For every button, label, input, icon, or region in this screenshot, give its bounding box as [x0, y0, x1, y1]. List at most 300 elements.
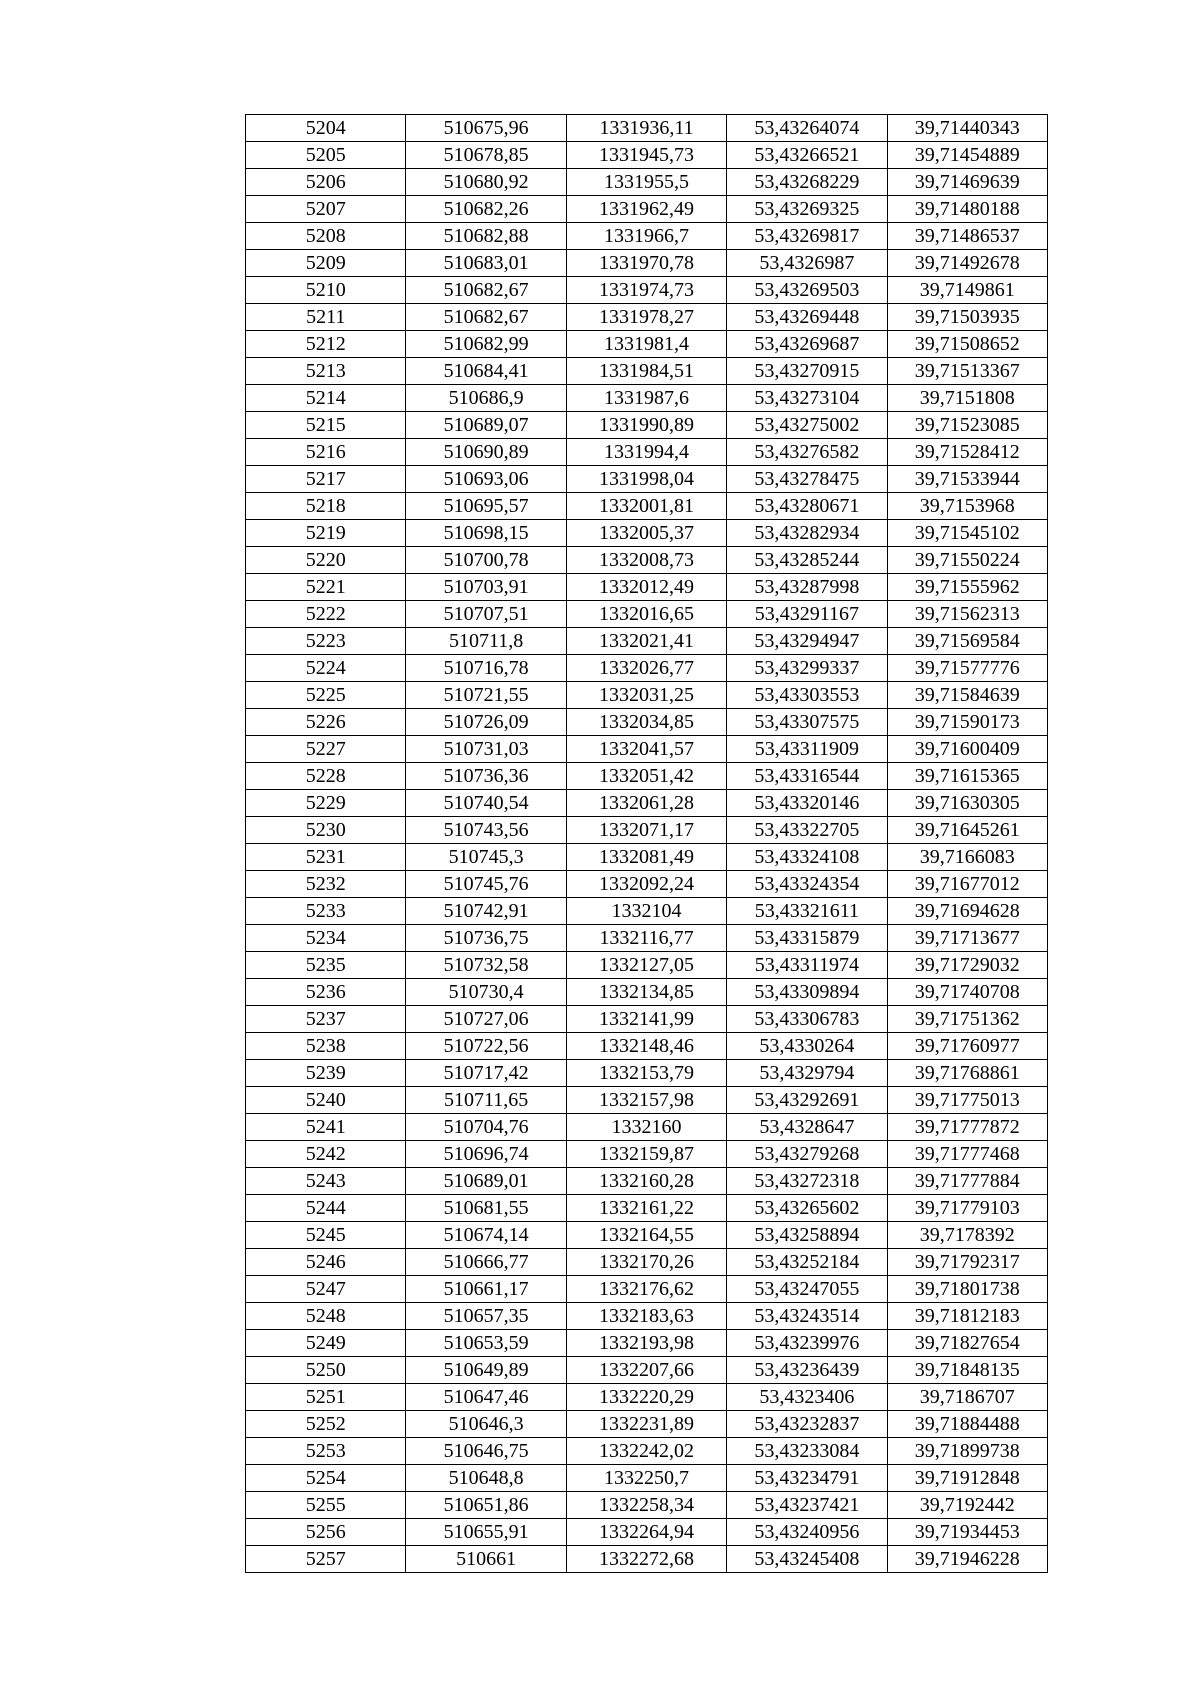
- point-number-cell: 5220: [246, 547, 406, 574]
- point-number-cell: 5240: [246, 1087, 406, 1114]
- latitude-cell: 53,43306783: [727, 1006, 887, 1033]
- y-coordinate-cell: 1332250,7: [566, 1465, 726, 1492]
- table-row: [246, 952, 1048, 979]
- y-coordinate-cell: 1332116,77: [566, 925, 726, 952]
- y-coordinate-cell: 1331990,89: [566, 412, 726, 439]
- latitude-cell: 53,43272318: [727, 1168, 887, 1195]
- table-row: [246, 520, 1048, 547]
- latitude-cell: 53,43269503: [727, 277, 887, 304]
- longitude-cell: 39,71777872: [887, 1114, 1047, 1141]
- x-coordinate-cell: 510675,96: [406, 115, 566, 142]
- latitude-cell: 53,43239976: [727, 1330, 887, 1357]
- latitude-cell: 53,43265602: [727, 1195, 887, 1222]
- table-row: [246, 601, 1048, 628]
- point-number-cell: 5235: [246, 952, 406, 979]
- x-coordinate-cell: 510666,77: [406, 1249, 566, 1276]
- table-row: [246, 790, 1048, 817]
- point-number-cell: 5256: [246, 1519, 406, 1546]
- y-coordinate-cell: 1332092,24: [566, 871, 726, 898]
- point-number-cell: 5251: [246, 1384, 406, 1411]
- x-coordinate-cell: 510717,42: [406, 1060, 566, 1087]
- point-number-cell: 5207: [246, 196, 406, 223]
- x-coordinate-cell: 510711,8: [406, 628, 566, 655]
- x-coordinate-cell: 510731,03: [406, 736, 566, 763]
- x-coordinate-cell: 510648,8: [406, 1465, 566, 1492]
- latitude-cell: 53,43294947: [727, 628, 887, 655]
- table-row: [246, 1114, 1048, 1141]
- y-coordinate-cell: 1332153,79: [566, 1060, 726, 1087]
- y-coordinate-cell: 1332231,89: [566, 1411, 726, 1438]
- longitude-cell: 39,71777468: [887, 1141, 1047, 1168]
- y-coordinate-cell: 1331955,5: [566, 169, 726, 196]
- longitude-cell: 39,71562313: [887, 601, 1047, 628]
- x-coordinate-cell: 510689,07: [406, 412, 566, 439]
- point-number-cell: 5226: [246, 709, 406, 736]
- latitude-cell: 53,43269817: [727, 223, 887, 250]
- y-coordinate-cell: 1332220,29: [566, 1384, 726, 1411]
- y-coordinate-cell: 1331966,7: [566, 223, 726, 250]
- latitude-cell: 53,43279268: [727, 1141, 887, 1168]
- latitude-cell: 53,4329794: [727, 1060, 887, 1087]
- latitude-cell: 53,43245408: [727, 1546, 887, 1573]
- longitude-cell: 39,7186707: [887, 1384, 1047, 1411]
- y-coordinate-cell: 1332127,05: [566, 952, 726, 979]
- y-coordinate-cell: 1331945,73: [566, 142, 726, 169]
- x-coordinate-cell: 510740,54: [406, 790, 566, 817]
- x-coordinate-cell: 510721,55: [406, 682, 566, 709]
- y-coordinate-cell: 1332021,41: [566, 628, 726, 655]
- longitude-cell: 39,71792317: [887, 1249, 1047, 1276]
- y-coordinate-cell: 1332207,66: [566, 1357, 726, 1384]
- longitude-cell: 39,71584639: [887, 682, 1047, 709]
- y-coordinate-cell: 1332159,87: [566, 1141, 726, 1168]
- longitude-cell: 39,7151808: [887, 385, 1047, 412]
- longitude-cell: 39,7166083: [887, 844, 1047, 871]
- latitude-cell: 53,43324354: [727, 871, 887, 898]
- point-number-cell: 5219: [246, 520, 406, 547]
- point-number-cell: 5238: [246, 1033, 406, 1060]
- y-coordinate-cell: 1332264,94: [566, 1519, 726, 1546]
- latitude-cell: 53,43252184: [727, 1249, 887, 1276]
- table-row: [246, 466, 1048, 493]
- point-number-cell: 5243: [246, 1168, 406, 1195]
- y-coordinate-cell: 1332148,46: [566, 1033, 726, 1060]
- point-number-cell: 5249: [246, 1330, 406, 1357]
- point-number-cell: 5237: [246, 1006, 406, 1033]
- x-coordinate-cell: 510682,26: [406, 196, 566, 223]
- y-coordinate-cell: 1331987,6: [566, 385, 726, 412]
- longitude-cell: 39,71713677: [887, 925, 1047, 952]
- latitude-cell: 53,43309894: [727, 979, 887, 1006]
- x-coordinate-cell: 510722,56: [406, 1033, 566, 1060]
- y-coordinate-cell: 1332081,49: [566, 844, 726, 871]
- table-row: [246, 898, 1048, 925]
- y-coordinate-cell: 1332012,49: [566, 574, 726, 601]
- longitude-cell: 39,71513367: [887, 358, 1047, 385]
- latitude-cell: 53,43303553: [727, 682, 887, 709]
- longitude-cell: 39,71454889: [887, 142, 1047, 169]
- latitude-cell: 53,43247055: [727, 1276, 887, 1303]
- latitude-cell: 53,43270915: [727, 358, 887, 385]
- point-number-cell: 5241: [246, 1114, 406, 1141]
- latitude-cell: 53,43240956: [727, 1519, 887, 1546]
- y-coordinate-cell: 1332183,63: [566, 1303, 726, 1330]
- latitude-cell: 53,43236439: [727, 1357, 887, 1384]
- y-coordinate-cell: 1332161,22: [566, 1195, 726, 1222]
- x-coordinate-cell: 510700,78: [406, 547, 566, 574]
- table-row: [246, 1411, 1048, 1438]
- table-row: [246, 439, 1048, 466]
- table-row: [246, 1303, 1048, 1330]
- longitude-cell: 39,71555962: [887, 574, 1047, 601]
- longitude-cell: 39,71677012: [887, 871, 1047, 898]
- latitude-cell: 53,43275002: [727, 412, 887, 439]
- latitude-cell: 53,43320146: [727, 790, 887, 817]
- point-number-cell: 5208: [246, 223, 406, 250]
- x-coordinate-cell: 510742,91: [406, 898, 566, 925]
- x-coordinate-cell: 510698,15: [406, 520, 566, 547]
- x-coordinate-cell: 510661: [406, 1546, 566, 1573]
- table-row: [246, 1519, 1048, 1546]
- latitude-cell: 53,43307575: [727, 709, 887, 736]
- point-number-cell: 5228: [246, 763, 406, 790]
- x-coordinate-cell: 510683,01: [406, 250, 566, 277]
- y-coordinate-cell: 1332001,81: [566, 493, 726, 520]
- point-number-cell: 5230: [246, 817, 406, 844]
- table-row: [246, 493, 1048, 520]
- longitude-cell: 39,71492678: [887, 250, 1047, 277]
- point-number-cell: 5223: [246, 628, 406, 655]
- point-number-cell: 5255: [246, 1492, 406, 1519]
- point-number-cell: 5227: [246, 736, 406, 763]
- longitude-cell: 39,71469639: [887, 169, 1047, 196]
- latitude-cell: 53,43243514: [727, 1303, 887, 1330]
- point-number-cell: 5205: [246, 142, 406, 169]
- table-row: [246, 1357, 1048, 1384]
- longitude-cell: 39,71615365: [887, 763, 1047, 790]
- x-coordinate-cell: 510647,46: [406, 1384, 566, 1411]
- table-row: [246, 547, 1048, 574]
- point-number-cell: 5215: [246, 412, 406, 439]
- x-coordinate-cell: 510711,65: [406, 1087, 566, 1114]
- x-coordinate-cell: 510736,75: [406, 925, 566, 952]
- coordinates-table: [245, 114, 1048, 1573]
- x-coordinate-cell: 510682,67: [406, 304, 566, 331]
- table-row: [246, 844, 1048, 871]
- point-number-cell: 5229: [246, 790, 406, 817]
- table-row: [246, 871, 1048, 898]
- longitude-cell: 39,7153968: [887, 493, 1047, 520]
- x-coordinate-cell: 510726,09: [406, 709, 566, 736]
- longitude-cell: 39,71545102: [887, 520, 1047, 547]
- table-row: [246, 1141, 1048, 1168]
- longitude-cell: 39,71577776: [887, 655, 1047, 682]
- x-coordinate-cell: 510661,17: [406, 1276, 566, 1303]
- table-row: [246, 1195, 1048, 1222]
- x-coordinate-cell: 510695,57: [406, 493, 566, 520]
- point-number-cell: 5214: [246, 385, 406, 412]
- table-row: [246, 223, 1048, 250]
- y-coordinate-cell: 1332242,02: [566, 1438, 726, 1465]
- longitude-cell: 39,71729032: [887, 952, 1047, 979]
- point-number-cell: 5233: [246, 898, 406, 925]
- y-coordinate-cell: 1331970,78: [566, 250, 726, 277]
- latitude-cell: 53,4323406: [727, 1384, 887, 1411]
- y-coordinate-cell: 1331984,51: [566, 358, 726, 385]
- x-coordinate-cell: 510682,67: [406, 277, 566, 304]
- table-row: [246, 115, 1048, 142]
- longitude-cell: 39,71751362: [887, 1006, 1047, 1033]
- y-coordinate-cell: 1332160: [566, 1114, 726, 1141]
- point-number-cell: 5218: [246, 493, 406, 520]
- latitude-cell: 53,43269448: [727, 304, 887, 331]
- longitude-cell: 39,71827654: [887, 1330, 1047, 1357]
- table-row: [246, 412, 1048, 439]
- longitude-cell: 39,7178392: [887, 1222, 1047, 1249]
- point-number-cell: 5225: [246, 682, 406, 709]
- x-coordinate-cell: 510653,59: [406, 1330, 566, 1357]
- y-coordinate-cell: 1331962,49: [566, 196, 726, 223]
- point-number-cell: 5206: [246, 169, 406, 196]
- point-number-cell: 5250: [246, 1357, 406, 1384]
- table-row: [246, 817, 1048, 844]
- latitude-cell: 53,43315879: [727, 925, 887, 952]
- latitude-cell: 53,43232837: [727, 1411, 887, 1438]
- x-coordinate-cell: 510682,99: [406, 331, 566, 358]
- point-number-cell: 5234: [246, 925, 406, 952]
- latitude-cell: 53,43266521: [727, 142, 887, 169]
- longitude-cell: 39,71523085: [887, 412, 1047, 439]
- point-number-cell: 5242: [246, 1141, 406, 1168]
- y-coordinate-cell: 1332170,26: [566, 1249, 726, 1276]
- table-row: [246, 1006, 1048, 1033]
- point-number-cell: 5224: [246, 655, 406, 682]
- table-row: [246, 1546, 1048, 1573]
- table-row: [246, 1033, 1048, 1060]
- y-coordinate-cell: 1332134,85: [566, 979, 726, 1006]
- table-row: [246, 763, 1048, 790]
- y-coordinate-cell: 1332272,68: [566, 1546, 726, 1573]
- x-coordinate-cell: 510690,89: [406, 439, 566, 466]
- y-coordinate-cell: 1332176,62: [566, 1276, 726, 1303]
- y-coordinate-cell: 1332157,98: [566, 1087, 726, 1114]
- point-number-cell: 5257: [246, 1546, 406, 1573]
- latitude-cell: 53,43292691: [727, 1087, 887, 1114]
- longitude-cell: 39,71503935: [887, 304, 1047, 331]
- point-number-cell: 5248: [246, 1303, 406, 1330]
- table-row: [246, 169, 1048, 196]
- longitude-cell: 39,71775013: [887, 1087, 1047, 1114]
- longitude-cell: 39,71777884: [887, 1168, 1047, 1195]
- longitude-cell: 39,71550224: [887, 547, 1047, 574]
- table-row: [246, 709, 1048, 736]
- x-coordinate-cell: 510689,01: [406, 1168, 566, 1195]
- y-coordinate-cell: 1332061,28: [566, 790, 726, 817]
- point-number-cell: 5209: [246, 250, 406, 277]
- y-coordinate-cell: 1331994,4: [566, 439, 726, 466]
- latitude-cell: 53,43234791: [727, 1465, 887, 1492]
- latitude-cell: 53,43258894: [727, 1222, 887, 1249]
- y-coordinate-cell: 1332051,42: [566, 763, 726, 790]
- latitude-cell: 53,43321611: [727, 898, 887, 925]
- point-number-cell: 5222: [246, 601, 406, 628]
- x-coordinate-cell: 510678,85: [406, 142, 566, 169]
- table-row: [246, 331, 1048, 358]
- x-coordinate-cell: 510736,36: [406, 763, 566, 790]
- table-row: [246, 1330, 1048, 1357]
- latitude-cell: 53,43311909: [727, 736, 887, 763]
- point-number-cell: 5252: [246, 1411, 406, 1438]
- table-row: [246, 736, 1048, 763]
- y-coordinate-cell: 1332258,34: [566, 1492, 726, 1519]
- x-coordinate-cell: 510651,86: [406, 1492, 566, 1519]
- longitude-cell: 39,71760977: [887, 1033, 1047, 1060]
- y-coordinate-cell: 1331978,27: [566, 304, 726, 331]
- table-row: [246, 1465, 1048, 1492]
- x-coordinate-cell: 510716,78: [406, 655, 566, 682]
- point-number-cell: 5213: [246, 358, 406, 385]
- latitude-cell: 53,4326987: [727, 250, 887, 277]
- longitude-cell: 39,71946228: [887, 1546, 1047, 1573]
- longitude-cell: 39,71533944: [887, 466, 1047, 493]
- table-row: [246, 1249, 1048, 1276]
- latitude-cell: 53,43316544: [727, 763, 887, 790]
- table-row: [246, 1492, 1048, 1519]
- latitude-cell: 53,43269325: [727, 196, 887, 223]
- point-number-cell: 5254: [246, 1465, 406, 1492]
- point-number-cell: 5247: [246, 1276, 406, 1303]
- longitude-cell: 39,71812183: [887, 1303, 1047, 1330]
- table-row: [246, 277, 1048, 304]
- y-coordinate-cell: 1331981,4: [566, 331, 726, 358]
- point-number-cell: 5246: [246, 1249, 406, 1276]
- latitude-cell: 53,43273104: [727, 385, 887, 412]
- table-row: [246, 196, 1048, 223]
- y-coordinate-cell: 1332008,73: [566, 547, 726, 574]
- y-coordinate-cell: 1332041,57: [566, 736, 726, 763]
- point-number-cell: 5239: [246, 1060, 406, 1087]
- longitude-cell: 39,71801738: [887, 1276, 1047, 1303]
- y-coordinate-cell: 1332141,99: [566, 1006, 726, 1033]
- table-row: [246, 628, 1048, 655]
- y-coordinate-cell: 1332016,65: [566, 601, 726, 628]
- longitude-cell: 39,71486537: [887, 223, 1047, 250]
- point-number-cell: 5216: [246, 439, 406, 466]
- table-row: [246, 1276, 1048, 1303]
- point-number-cell: 5204: [246, 115, 406, 142]
- x-coordinate-cell: 510657,35: [406, 1303, 566, 1330]
- longitude-cell: 39,71884488: [887, 1411, 1047, 1438]
- table-row: [246, 979, 1048, 1006]
- longitude-cell: 39,71848135: [887, 1357, 1047, 1384]
- y-coordinate-cell: 1331974,73: [566, 277, 726, 304]
- table-row: [246, 250, 1048, 277]
- longitude-cell: 39,71912848: [887, 1465, 1047, 1492]
- table-row: [246, 1222, 1048, 1249]
- y-coordinate-cell: 1332034,85: [566, 709, 726, 736]
- point-number-cell: 5210: [246, 277, 406, 304]
- longitude-cell: 39,71480188: [887, 196, 1047, 223]
- table-row: [246, 358, 1048, 385]
- latitude-cell: 53,43287998: [727, 574, 887, 601]
- x-coordinate-cell: 510703,91: [406, 574, 566, 601]
- y-coordinate-cell: 1332164,55: [566, 1222, 726, 1249]
- latitude-cell: 53,43268229: [727, 169, 887, 196]
- point-number-cell: 5236: [246, 979, 406, 1006]
- table-row: [246, 304, 1048, 331]
- latitude-cell: 53,43285244: [727, 547, 887, 574]
- point-number-cell: 5211: [246, 304, 406, 331]
- coordinates-table-body: [246, 115, 1048, 1573]
- longitude-cell: 39,7149861: [887, 277, 1047, 304]
- latitude-cell: 53,43311974: [727, 952, 887, 979]
- longitude-cell: 39,71528412: [887, 439, 1047, 466]
- point-number-cell: 5232: [246, 871, 406, 898]
- x-coordinate-cell: 510655,91: [406, 1519, 566, 1546]
- latitude-cell: 53,43269687: [727, 331, 887, 358]
- longitude-cell: 39,71440343: [887, 115, 1047, 142]
- point-number-cell: 5245: [246, 1222, 406, 1249]
- x-coordinate-cell: 510696,74: [406, 1141, 566, 1168]
- x-coordinate-cell: 510684,41: [406, 358, 566, 385]
- y-coordinate-cell: 1332031,25: [566, 682, 726, 709]
- longitude-cell: 39,71768861: [887, 1060, 1047, 1087]
- x-coordinate-cell: 510680,92: [406, 169, 566, 196]
- x-coordinate-cell: 510745,76: [406, 871, 566, 898]
- longitude-cell: 39,71590173: [887, 709, 1047, 736]
- latitude-cell: 53,43280671: [727, 493, 887, 520]
- table-row: [246, 1384, 1048, 1411]
- point-number-cell: 5221: [246, 574, 406, 601]
- latitude-cell: 53,4328647: [727, 1114, 887, 1141]
- x-coordinate-cell: 510646,75: [406, 1438, 566, 1465]
- point-number-cell: 5217: [246, 466, 406, 493]
- point-number-cell: 5212: [246, 331, 406, 358]
- x-coordinate-cell: 510646,3: [406, 1411, 566, 1438]
- latitude-cell: 53,43324108: [727, 844, 887, 871]
- longitude-cell: 39,71740708: [887, 979, 1047, 1006]
- latitude-cell: 53,43276582: [727, 439, 887, 466]
- table-row: [246, 142, 1048, 169]
- x-coordinate-cell: 510681,55: [406, 1195, 566, 1222]
- x-coordinate-cell: 510707,51: [406, 601, 566, 628]
- y-coordinate-cell: 1332005,37: [566, 520, 726, 547]
- y-coordinate-cell: 1331998,04: [566, 466, 726, 493]
- longitude-cell: 39,71569584: [887, 628, 1047, 655]
- x-coordinate-cell: 510743,56: [406, 817, 566, 844]
- point-number-cell: 5244: [246, 1195, 406, 1222]
- latitude-cell: 53,43233084: [727, 1438, 887, 1465]
- longitude-cell: 39,71600409: [887, 736, 1047, 763]
- longitude-cell: 39,71645261: [887, 817, 1047, 844]
- table-row: [246, 574, 1048, 601]
- x-coordinate-cell: 510674,14: [406, 1222, 566, 1249]
- y-coordinate-cell: 1331936,11: [566, 115, 726, 142]
- table-row: [246, 655, 1048, 682]
- table-row: [246, 1438, 1048, 1465]
- y-coordinate-cell: 1332104: [566, 898, 726, 925]
- x-coordinate-cell: 510745,3: [406, 844, 566, 871]
- x-coordinate-cell: 510649,89: [406, 1357, 566, 1384]
- x-coordinate-cell: 510727,06: [406, 1006, 566, 1033]
- x-coordinate-cell: 510693,06: [406, 466, 566, 493]
- latitude-cell: 53,43282934: [727, 520, 887, 547]
- longitude-cell: 39,71779103: [887, 1195, 1047, 1222]
- latitude-cell: 53,4330264: [727, 1033, 887, 1060]
- latitude-cell: 53,43237421: [727, 1492, 887, 1519]
- point-number-cell: 5253: [246, 1438, 406, 1465]
- y-coordinate-cell: 1332071,17: [566, 817, 726, 844]
